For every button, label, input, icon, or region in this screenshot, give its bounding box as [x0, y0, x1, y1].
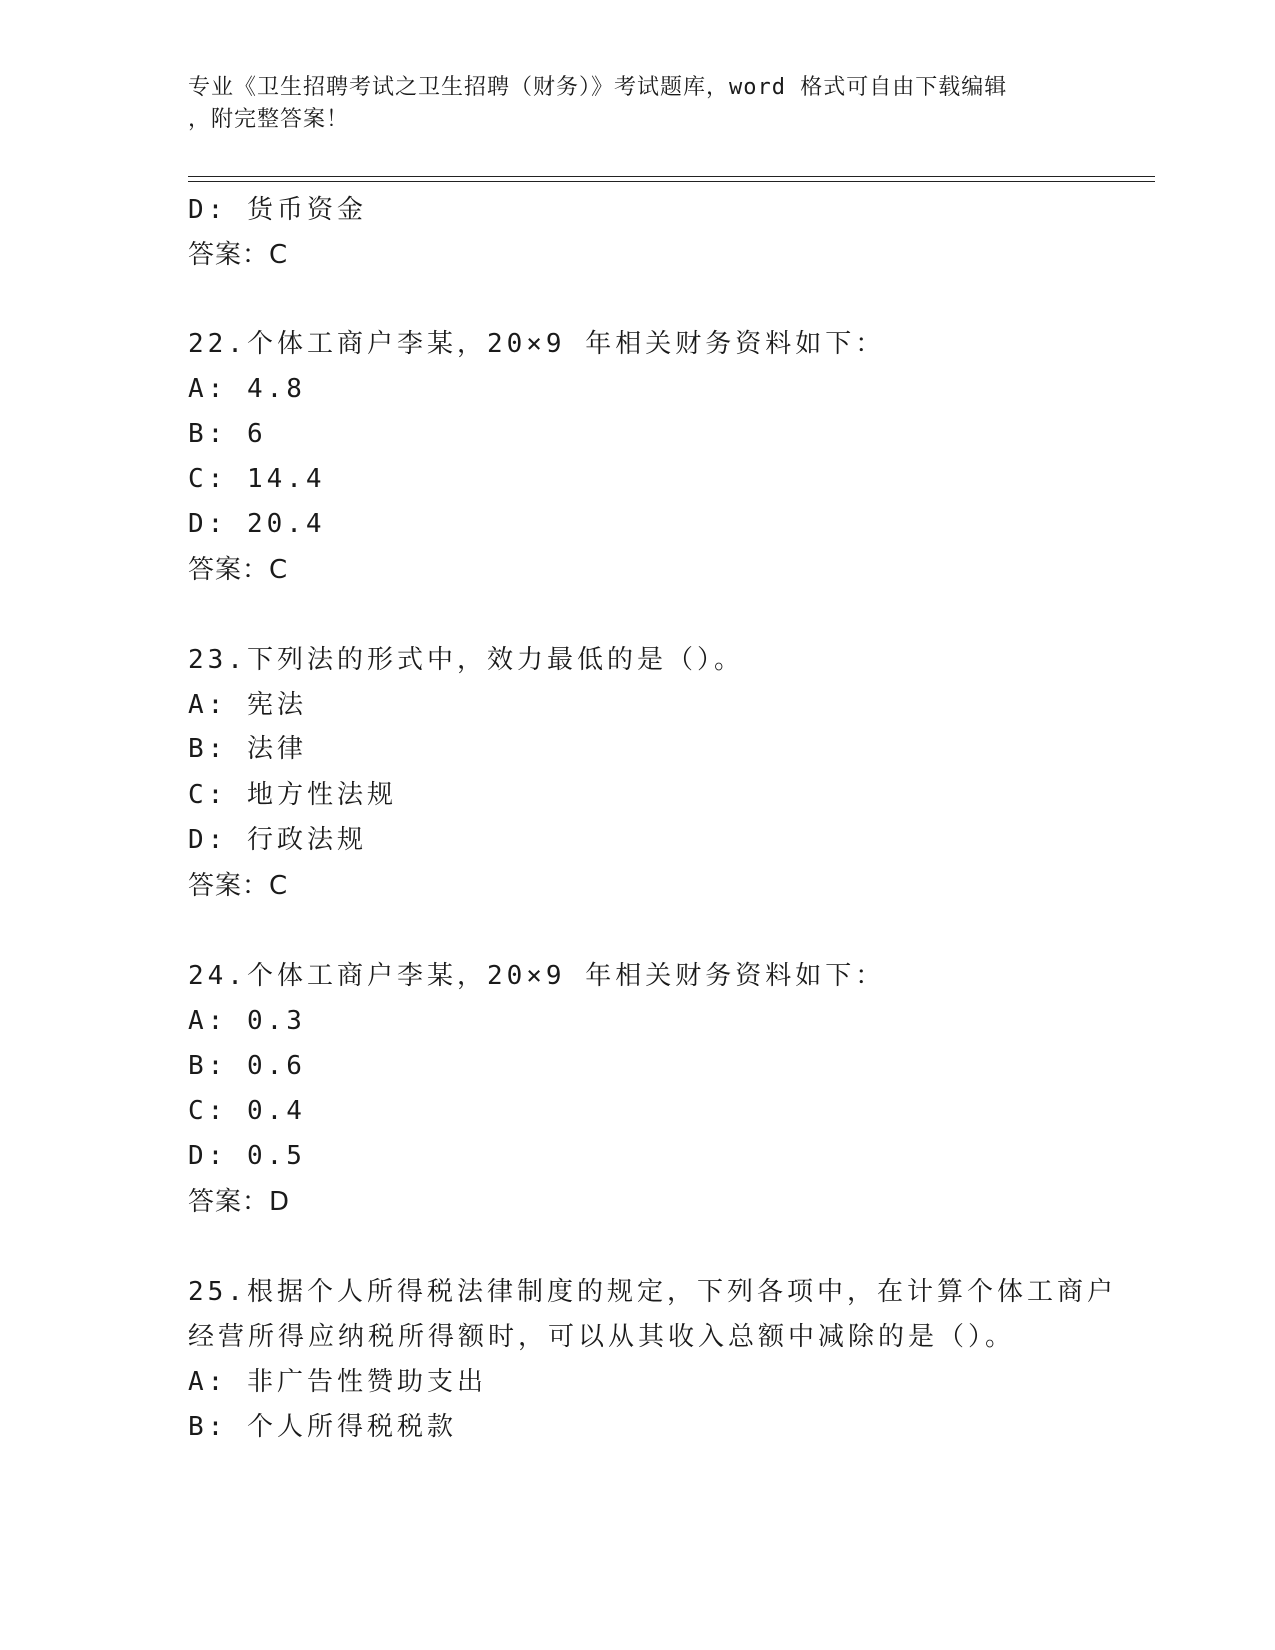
option-d-q21: D: 货币资金 [188, 195, 367, 225]
option-d-q22: D: 20.4 [188, 509, 326, 539]
answer-q23: 答案：C [188, 871, 289, 901]
option-a-q23: A: 宪法 [188, 690, 307, 720]
answer-q21: 答案：C [188, 240, 289, 270]
option-d-q23: D: 行政法规 [188, 825, 367, 855]
question-22: 22.个体工商户李某，20×9 年相关财务资料如下： [188, 329, 886, 359]
question-24: 24.个体工商户李某，20×9 年相关财务资料如下： [188, 961, 886, 991]
option-c-q24: C: 0.4 [188, 1096, 306, 1126]
option-a-q24: A: 0.3 [188, 1006, 306, 1036]
option-a-q25: A: 非广告性赞助支出 [188, 1367, 487, 1397]
option-b-q22: B: 6 [188, 419, 267, 449]
answer-q22: 答案：C [188, 555, 289, 585]
option-a-q22: A: 4.8 [188, 374, 306, 404]
option-d-q24: D: 0.5 [188, 1141, 306, 1171]
document-header: 专业《卫生招聘考试之卫生招聘（财务）》考试题库，word 格式可自由下载编辑 ，附完整答案！ [188, 75, 1008, 132]
option-b-q24: B: 0.6 [188, 1051, 306, 1081]
question-25-line-2: 经营所得应纳税所得额时，可以从其收入总额中减除的是（）。 [188, 1322, 1016, 1352]
option-b-q25: B: 个人所得税税款 [188, 1412, 457, 1442]
option-c-q23: C: 地方性法规 [188, 780, 397, 810]
header-divider-top [188, 176, 1155, 177]
header-divider-bottom [188, 181, 1155, 182]
option-b-q23: B: 法律 [188, 734, 307, 764]
question-23: 23.下列法的形式中，效力最低的是（）。 [188, 645, 744, 675]
option-c-q22: C: 14.4 [188, 464, 326, 494]
answer-q24: 答案：D [188, 1187, 291, 1217]
question-25-line-1: 25.根据个人所得税法律制度的规定，下列各项中，在计算个体工商户 [188, 1277, 1117, 1307]
